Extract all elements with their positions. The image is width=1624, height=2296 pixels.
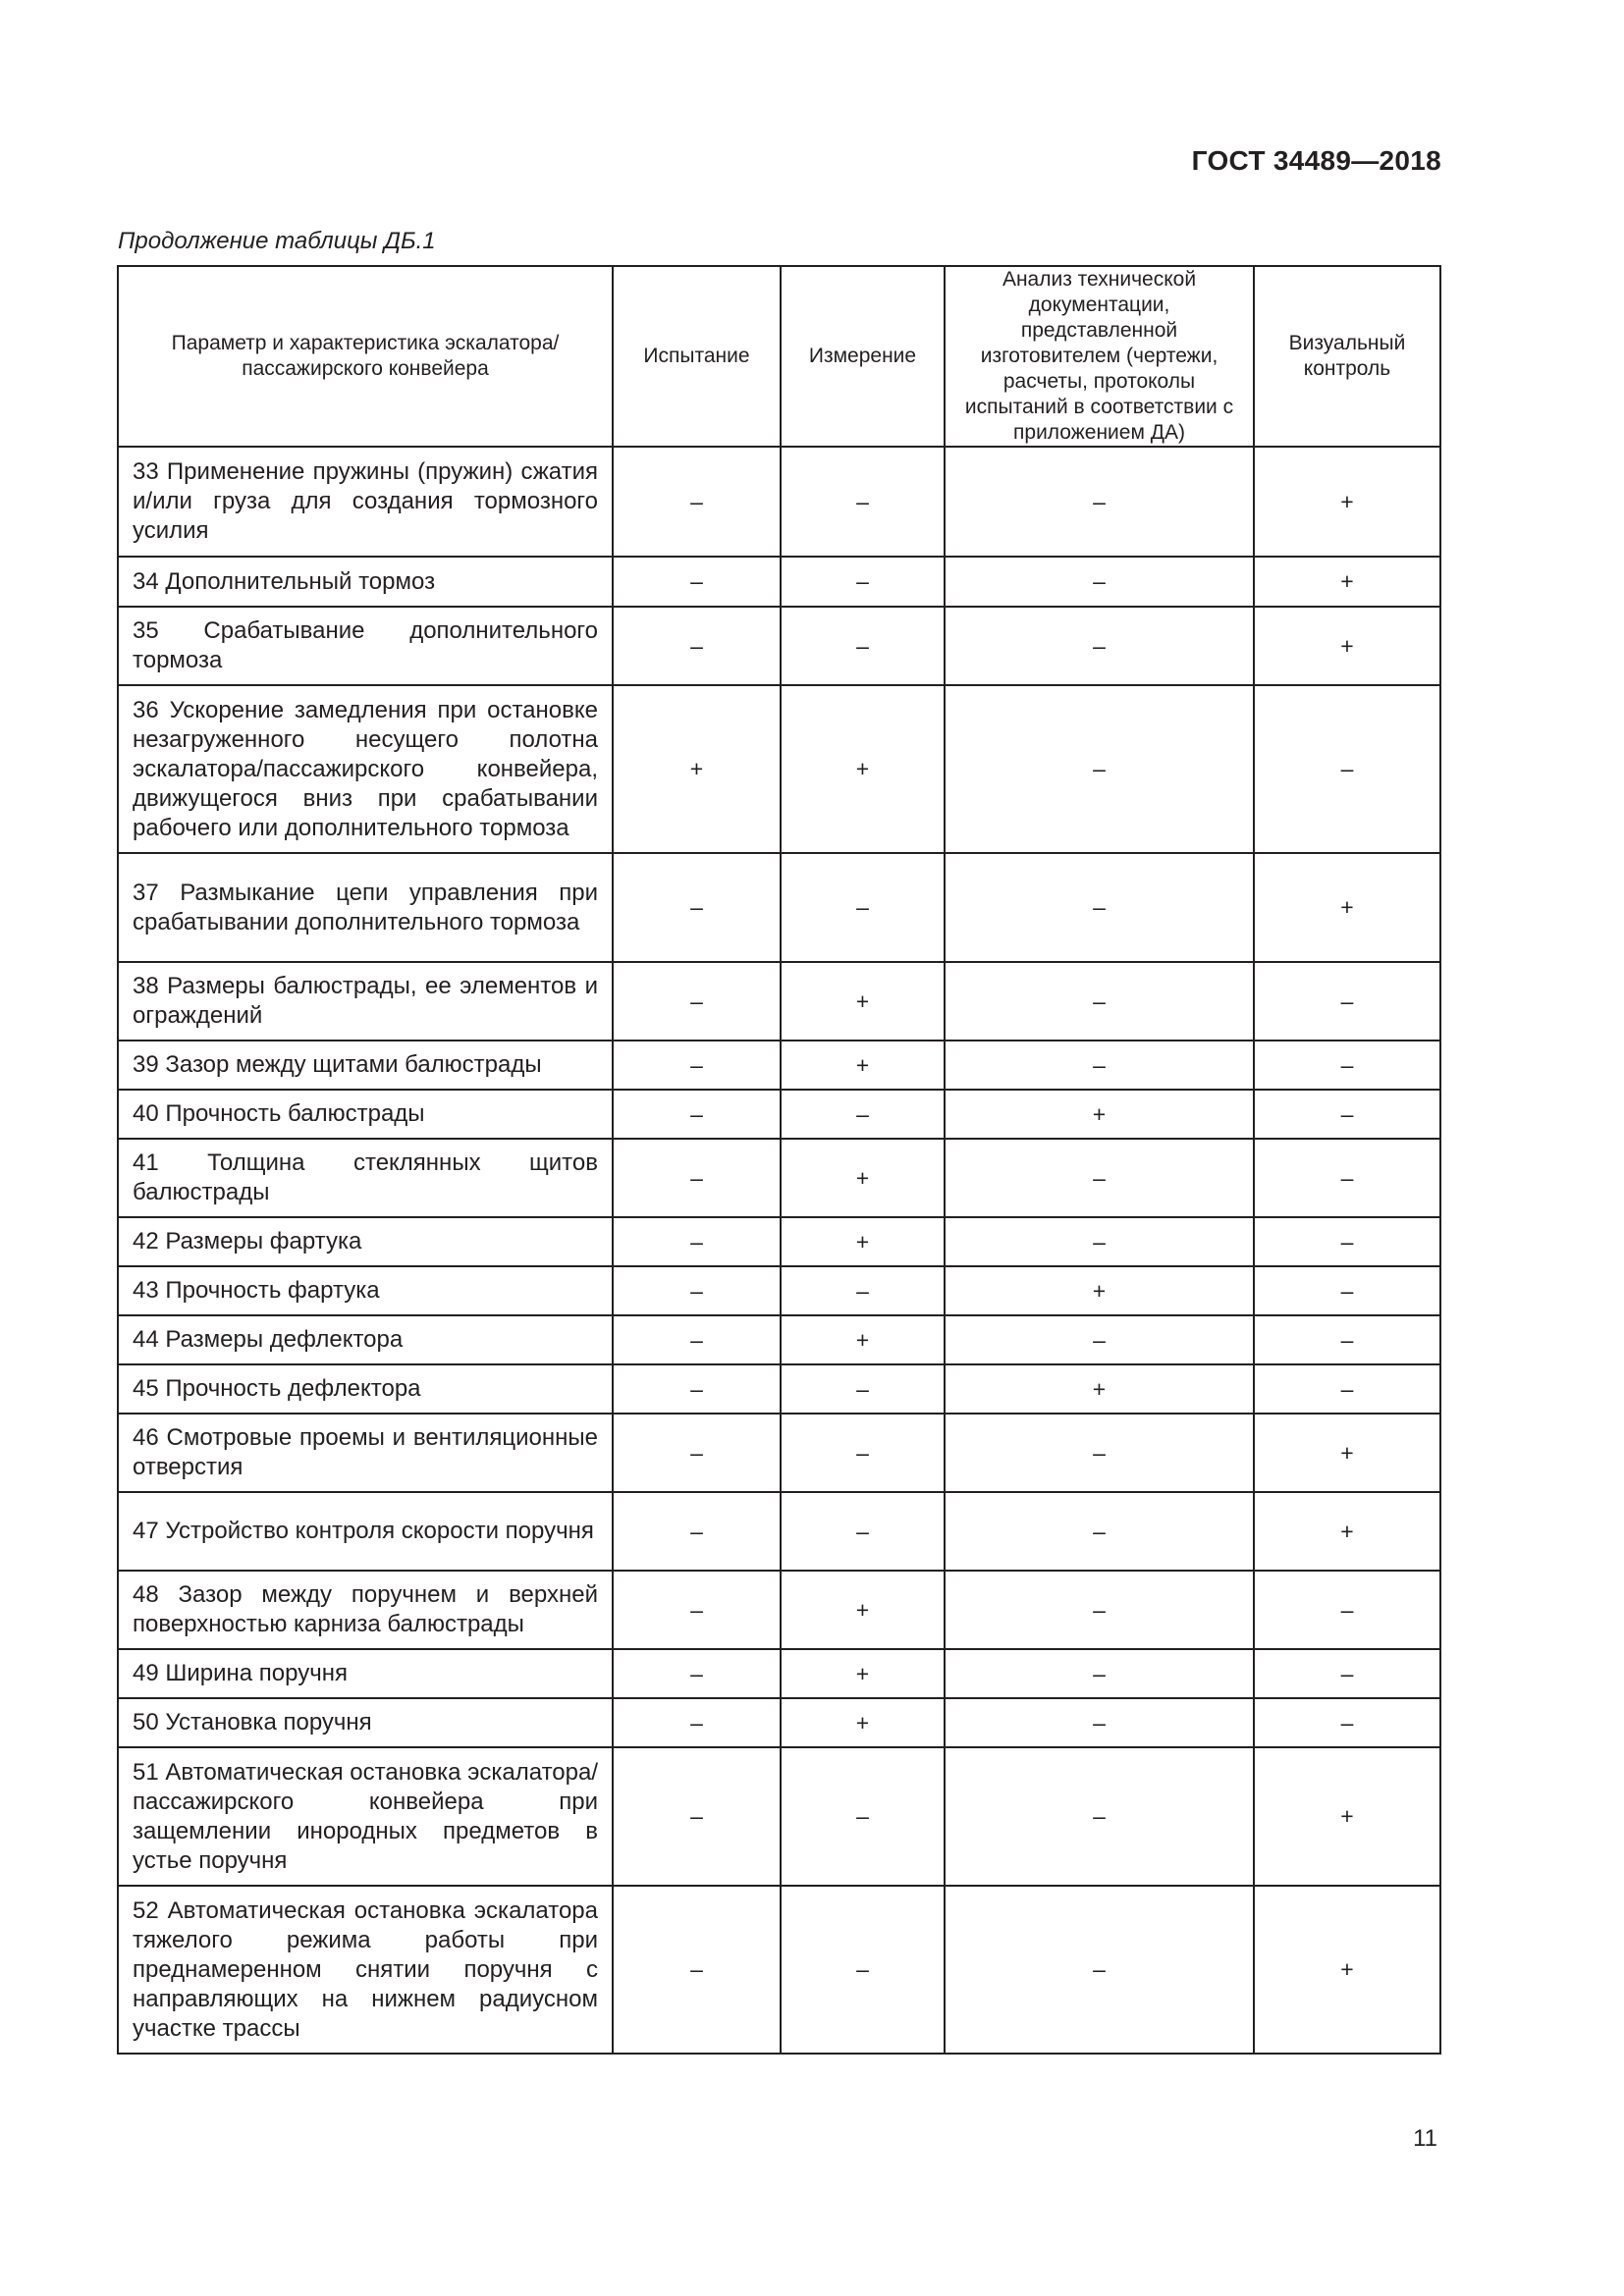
test-cell: – bbox=[613, 1090, 781, 1139]
parameter-cell: 37 Размыкание цепи управления при срабатывании дополнительного тормоза bbox=[118, 853, 613, 962]
analysis-cell: – bbox=[945, 1217, 1254, 1266]
parameter-cell: 43 Прочность фартука bbox=[118, 1266, 613, 1315]
test-cell: – bbox=[613, 607, 781, 685]
analysis-cell: – bbox=[945, 1041, 1254, 1090]
analysis-cell: – bbox=[945, 1698, 1254, 1747]
test-cell: – bbox=[613, 1041, 781, 1090]
parameter-cell: 49 Ширина поручня bbox=[118, 1649, 613, 1698]
table-row bbox=[118, 557, 1440, 607]
column-header-visual-inspection bbox=[1254, 266, 1440, 447]
parameter-cell: 44 Размеры дефлектора bbox=[118, 1315, 613, 1364]
visual-cell: – bbox=[1254, 962, 1440, 1041]
analysis-cell: – bbox=[945, 557, 1254, 607]
measurement-cell: – bbox=[781, 1414, 945, 1492]
measurement-cell: + bbox=[781, 1698, 945, 1747]
test-cell: – bbox=[613, 1217, 781, 1266]
measurement-cell: + bbox=[781, 1649, 945, 1698]
analysis-cell: + bbox=[945, 1364, 1254, 1414]
test-cell: – bbox=[613, 1747, 781, 1886]
table-row bbox=[118, 1041, 1440, 1090]
visual-cell: + bbox=[1254, 607, 1440, 685]
test-cell: – bbox=[613, 1698, 781, 1747]
test-cell: – bbox=[613, 1266, 781, 1315]
parameter-cell: 36 Ускорение замедления при остановке незагруженного несущего полотна эскалатора/пассажирского конвейера, движущегося вниз при срабатывании рабочего или дополнительного тормоза bbox=[118, 685, 613, 853]
parameter-cell: 35 Срабатывание дополнительного тормоза bbox=[118, 607, 613, 685]
visual-cell: – bbox=[1254, 1571, 1440, 1649]
test-cell: – bbox=[613, 1139, 781, 1217]
analysis-cell: – bbox=[945, 1414, 1254, 1492]
column-header-parameter bbox=[118, 266, 613, 447]
table-row bbox=[118, 447, 1440, 557]
parameter-cell: 50 Установка поручня bbox=[118, 1698, 613, 1747]
measurement-cell: – bbox=[781, 1747, 945, 1886]
parameter-cell: 42 Размеры фартука bbox=[118, 1217, 613, 1266]
measurement-cell: + bbox=[781, 1315, 945, 1364]
table-row bbox=[118, 1698, 1440, 1747]
parameter-cell: 51 Автоматическая остановка эскалатора/пассажирского конвейера при защемлении инородных предметов в устье поручня bbox=[118, 1747, 613, 1886]
visual-cell: – bbox=[1254, 1649, 1440, 1698]
visual-cell: – bbox=[1254, 1041, 1440, 1090]
table-row bbox=[118, 607, 1440, 685]
parameter-cell: 33 Применение пружины (пружин) сжатия и/или груза для создания тормозного усилия bbox=[118, 447, 613, 557]
test-cell: – bbox=[613, 1571, 781, 1649]
parameter-cell: 47 Устройство контроля скорости поручня bbox=[118, 1492, 613, 1571]
measurement-cell: – bbox=[781, 447, 945, 557]
test-cell: – bbox=[613, 853, 781, 962]
column-header-label: Параметр и характеристика эскалатора/пассажирского конвейера bbox=[171, 332, 560, 380]
visual-cell: + bbox=[1254, 1414, 1440, 1492]
measurement-cell: + bbox=[781, 685, 945, 853]
visual-cell: + bbox=[1254, 853, 1440, 962]
table-row bbox=[118, 1364, 1440, 1414]
analysis-cell: – bbox=[945, 1492, 1254, 1571]
table-row bbox=[118, 1649, 1440, 1698]
analysis-cell: – bbox=[945, 447, 1254, 557]
column-header-label: Испытание bbox=[643, 345, 750, 367]
visual-cell: – bbox=[1254, 1364, 1440, 1414]
parameter-cell: 45 Прочность дефлектора bbox=[118, 1364, 613, 1414]
parameter-cell: 48 Зазор между поручнем и верхней поверхностью карниза балюстрады bbox=[118, 1571, 613, 1649]
visual-cell: – bbox=[1254, 1315, 1440, 1364]
visual-cell: + bbox=[1254, 1747, 1440, 1886]
test-cell: – bbox=[613, 1649, 781, 1698]
visual-cell: – bbox=[1254, 1139, 1440, 1217]
parameter-cell: 40 Прочность балюстрады bbox=[118, 1090, 613, 1139]
column-header-measurement bbox=[781, 266, 945, 447]
table-row bbox=[118, 1492, 1440, 1571]
measurement-cell: + bbox=[781, 1139, 945, 1217]
parameter-cell: 52 Автоматическая остановка эскалатора тяжелого режима работы при преднамеренном снятии поручня с направляющих на нижнем радиусном участке трассы bbox=[118, 1886, 613, 2054]
test-cell: – bbox=[613, 962, 781, 1041]
header-row bbox=[118, 266, 1440, 447]
table-row bbox=[118, 1090, 1440, 1139]
inspection-methods-table bbox=[117, 265, 1441, 2055]
table-row bbox=[118, 1886, 1440, 2054]
test-cell: – bbox=[613, 557, 781, 607]
table-row bbox=[118, 685, 1440, 853]
analysis-cell: – bbox=[945, 1139, 1254, 1217]
analysis-cell: – bbox=[945, 1315, 1254, 1364]
analysis-cell: – bbox=[945, 853, 1254, 962]
test-cell: – bbox=[613, 1414, 781, 1492]
table-row bbox=[118, 1747, 1440, 1886]
parameter-cell: 39 Зазор между щитами балюстрады bbox=[118, 1041, 613, 1090]
test-cell: – bbox=[613, 1364, 781, 1414]
table-row bbox=[118, 1139, 1440, 1217]
measurement-cell: + bbox=[781, 1571, 945, 1649]
parameter-cell: 34 Дополнительный тормоз bbox=[118, 557, 613, 607]
column-header-label: Измерение bbox=[808, 345, 917, 367]
visual-cell: – bbox=[1254, 1698, 1440, 1747]
test-cell: – bbox=[613, 1492, 781, 1571]
measurement-cell: – bbox=[781, 853, 945, 962]
table-row bbox=[118, 1414, 1440, 1492]
analysis-cell: – bbox=[945, 1747, 1254, 1886]
test-cell: – bbox=[613, 1315, 781, 1364]
test-cell: – bbox=[613, 1886, 781, 2054]
measurement-cell: + bbox=[781, 1217, 945, 1266]
analysis-cell: – bbox=[945, 1649, 1254, 1698]
measurement-cell: – bbox=[781, 1090, 945, 1139]
page-number: 11 bbox=[1413, 2125, 1437, 2152]
analysis-cell: – bbox=[945, 1571, 1254, 1649]
parameter-cell: 41 Толщина стеклянных щитов балюстрады bbox=[118, 1139, 613, 1217]
measurement-cell: – bbox=[781, 1492, 945, 1571]
table-row bbox=[118, 853, 1440, 962]
analysis-cell: – bbox=[945, 685, 1254, 853]
visual-cell: + bbox=[1254, 447, 1440, 557]
table-row bbox=[118, 1315, 1440, 1364]
table-row bbox=[118, 1266, 1440, 1315]
visual-cell: – bbox=[1254, 1266, 1440, 1315]
analysis-cell: + bbox=[945, 1266, 1254, 1315]
analysis-cell: – bbox=[945, 962, 1254, 1041]
table-header bbox=[118, 266, 1440, 447]
parameter-cell: 38 Размеры балюстрады, ее элементов и ограждений bbox=[118, 962, 613, 1041]
test-cell: – bbox=[613, 447, 781, 557]
measurement-cell: – bbox=[781, 557, 945, 607]
visual-cell: – bbox=[1254, 685, 1440, 853]
column-header-documentation-analysis bbox=[945, 266, 1254, 447]
analysis-cell: – bbox=[945, 1886, 1254, 2054]
measurement-cell: – bbox=[781, 1364, 945, 1414]
table-row bbox=[118, 1571, 1440, 1649]
column-header-label: Визуальный контроль bbox=[1288, 332, 1406, 380]
measurement-cell: + bbox=[781, 1041, 945, 1090]
visual-cell: + bbox=[1254, 557, 1440, 607]
table-row bbox=[118, 962, 1440, 1041]
visual-cell: + bbox=[1254, 1886, 1440, 2054]
table-continuation-caption: Продолжение таблицы ДБ.1 bbox=[118, 228, 436, 254]
table-body bbox=[118, 447, 1440, 2054]
column-header-test bbox=[613, 266, 781, 447]
visual-cell: – bbox=[1254, 1217, 1440, 1266]
analysis-cell: – bbox=[945, 607, 1254, 685]
visual-cell: – bbox=[1254, 1090, 1440, 1139]
measurement-cell: – bbox=[781, 1266, 945, 1315]
document-code: ГОСТ 34489—2018 bbox=[1191, 145, 1441, 176]
analysis-cell: + bbox=[945, 1090, 1254, 1139]
parameter-cell: 46 Смотровые проемы и вентиляционные отверстия bbox=[118, 1414, 613, 1492]
column-header-label: Анализ технической документации, представленной изготовителем (чертежи, расчеты, протоколы испытаний в соответствии с приложением ДА) bbox=[964, 268, 1234, 444]
measurement-cell: – bbox=[781, 1886, 945, 2054]
measurement-cell: + bbox=[781, 962, 945, 1041]
measurement-cell: – bbox=[781, 607, 945, 685]
test-cell: + bbox=[613, 685, 781, 853]
visual-cell: + bbox=[1254, 1492, 1440, 1571]
table-row bbox=[118, 1217, 1440, 1266]
